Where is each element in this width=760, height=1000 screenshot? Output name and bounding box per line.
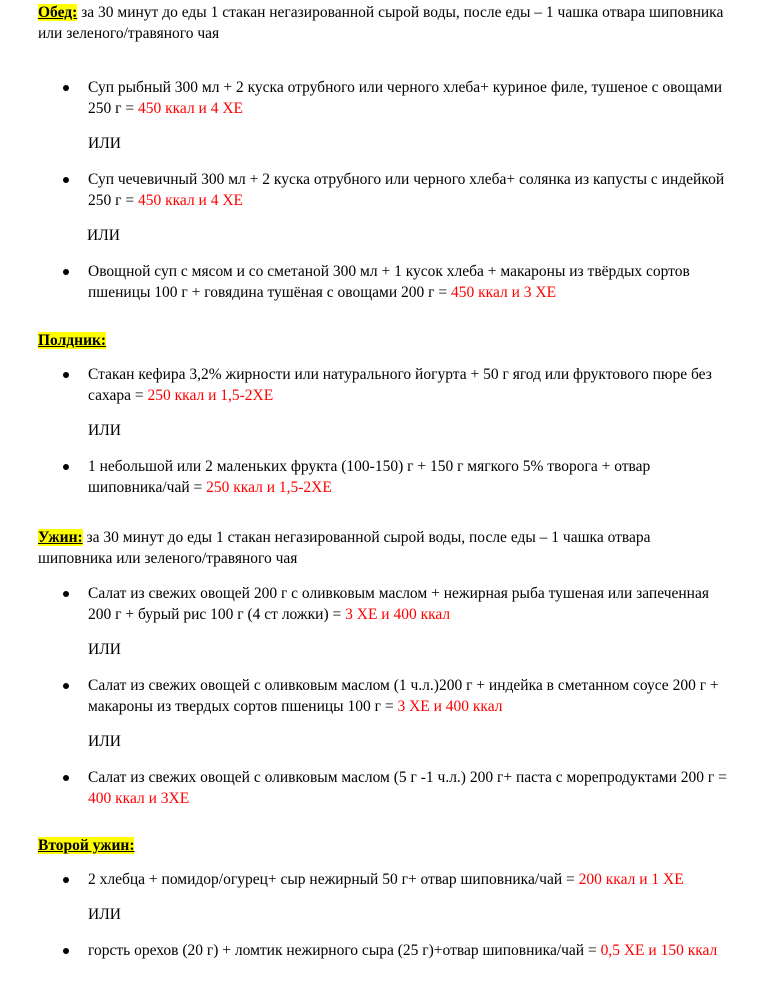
dinner-heading: Ужин: — [38, 529, 83, 546]
snack-item-2-value: 250 ккал и 1,5-2ХЕ — [206, 479, 332, 496]
dinner-item-3 — [38, 767, 728, 809]
second-dinner-item-1 — [38, 869, 728, 890]
dinner-item-1-text: Салат из свежих овощей 200 г с оливковым маслом + нежирная рыба тушеная или запеченная 200 г + бурый рис 100 г (4 ст ложки) = — [88, 585, 709, 623]
lunch-item-3 — [38, 261, 728, 303]
dinner-item-3-value: 400 ккал и 3ХЕ — [88, 790, 190, 807]
second-dinner-item-1-value: 200 ккал и 1 ХЕ — [578, 871, 684, 888]
or-label: ИЛИ — [88, 733, 121, 750]
dinner-item-2-value: 3 ХЕ и 400 ккал — [397, 698, 503, 715]
second-dinner-item-2 — [38, 940, 728, 961]
snack-item-1-value: 250 ккал и 1,5-2ХЕ — [147, 387, 274, 404]
dinner-item-2 — [38, 675, 728, 717]
lunch-item-3-value: 450 ккал и 3 ХЕ — [451, 284, 557, 301]
dinner-list — [38, 583, 728, 809]
dinner-intro-text: за 30 минут до еды 1 стакан негазированной сырой воды, после еды – 1 чашка отвара шиповника или зеленого/травяного чая — [38, 529, 651, 567]
snack-item-2 — [38, 456, 728, 498]
snack-heading: Полдник: — [38, 332, 107, 349]
lunch-item-2-value: 450 ккал и 4 ХЕ — [137, 192, 244, 209]
second-dinner-heading: Второй ужин: — [38, 837, 135, 854]
lunch-item-1-text: Суп рыбный 300 мл + 2 куска отрубного или черного хлеба+ куриное филе, тушеное с овощами 250 г = — [88, 79, 723, 117]
snack-list — [38, 364, 728, 498]
lunch-heading: Обед: — [38, 4, 78, 21]
dinner-item-3-text: Салат из свежих овощей с оливковым маслом (5 г -1 ч.л.) 200 г+ паста с морепродуктами 200 г = — [88, 769, 727, 786]
lunch-section — [38, 2, 728, 44]
lunch-intro-text: за 30 минут до еды 1 стакан негазированной сырой воды, после еды – 1 чашка отвара шиповника или зеленого/травяного чая — [38, 4, 724, 42]
lunch-item-3-text: Овощной суп с мясом и со сметаной 300 мл + 1 кусок хлеба + макароны из твёрдых сортов пшеницы 100 г + говядина тушёная с овощами 200 г = — [88, 263, 690, 301]
lunch-intro — [38, 2, 728, 44]
snack-section — [38, 330, 728, 351]
lunch-list — [38, 77, 728, 303]
or-label: ИЛИ — [88, 641, 121, 658]
dinner-section — [38, 527, 728, 569]
second-dinner-list — [38, 869, 728, 961]
lunch-item-1 — [38, 77, 728, 119]
dinner-item-1 — [38, 583, 728, 625]
second-dinner-item-2-text: горсть орехов (20 г) + ломтик нежирного сыра (25 г)+отвар шиповника/чай = — [88, 942, 601, 959]
lunch-item-2 — [38, 169, 728, 211]
second-dinner-item-1-text: 2 хлебца + помидор/огурец+ сыр нежирный 50 г+ отвар шиповника/чай = — [88, 871, 579, 888]
second-dinner-item-2-value: 0,5 ХЕ и 150 ккал — [600, 942, 718, 959]
snack-item-1 — [38, 364, 728, 406]
dinner-item-1-value: 3 ХЕ и 400 ккал — [345, 606, 451, 623]
or-label: ИЛИ — [88, 135, 121, 152]
lunch-item-2-text: Суп чечевичный 300 мл + 2 куска отрубного или черного хлеба+ солянка из капусты с индейкой 250 г = — [88, 171, 725, 209]
lunch-item-1-value: 450 ккал и 4 ХЕ — [137, 100, 244, 117]
dinner-item-2-text: Салат из свежих овощей с оливковым маслом (1 ч.л.)200 г + индейка в сметанном соусе 200 г + макароны из твердых сортов пшеницы 100 г = — [88, 677, 719, 715]
or-label: ИЛИ — [88, 906, 121, 923]
dinner-intro — [38, 527, 728, 569]
or-label: ИЛИ — [88, 422, 121, 439]
snack-item-1-text: Стакан кефира 3,2% жирности или натурального йогурта + 50 г ягод или фруктового пюре без сахара = — [88, 366, 712, 404]
snack-item-2-text: 1 небольшой или 2 маленьких фрукта (100-150) г + 150 г мягкого 5% творога + отвар шиповника/чай = — [88, 458, 651, 496]
or-label: ИЛИ — [87, 227, 120, 244]
second-dinner-section — [38, 835, 728, 856]
